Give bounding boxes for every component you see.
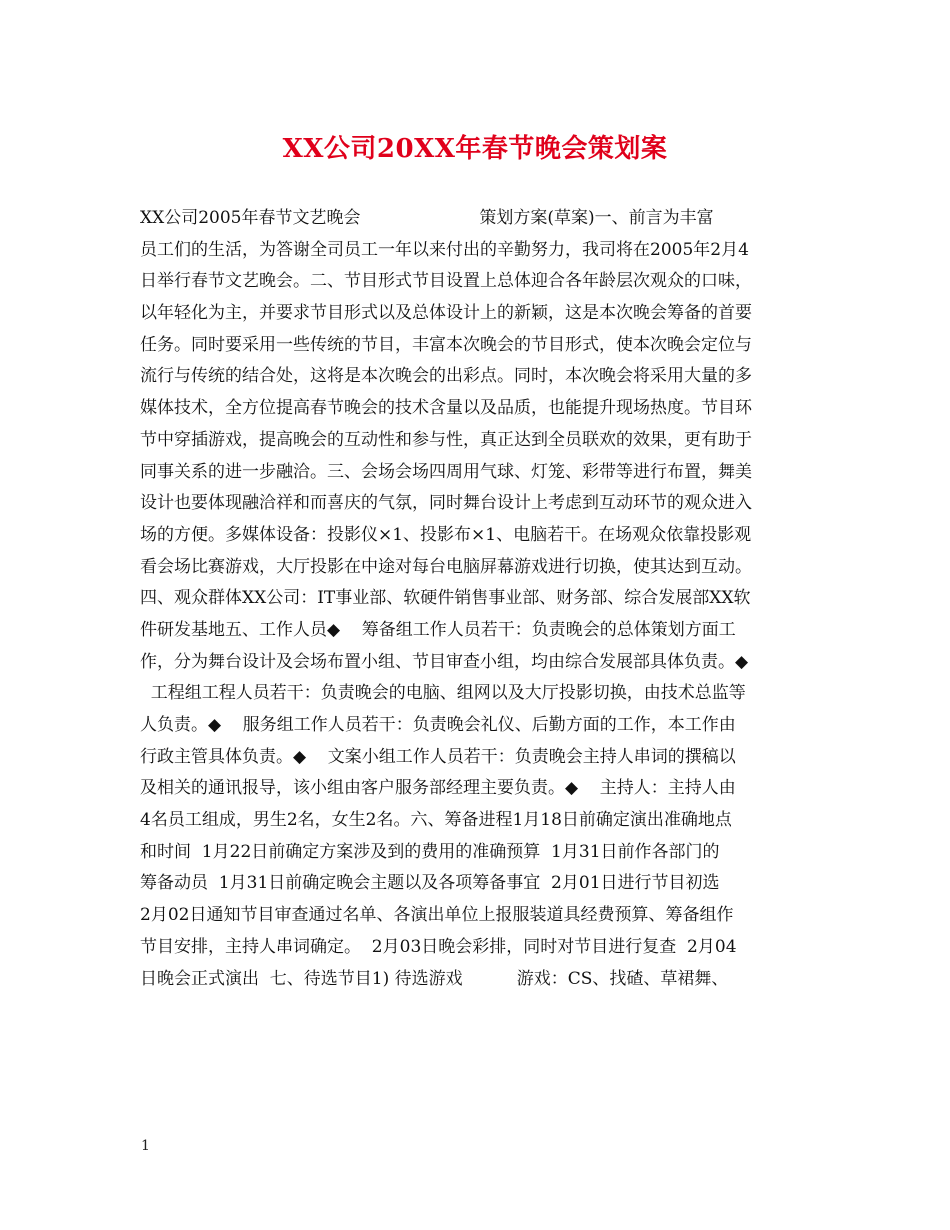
- body-line-19: 及相关的通讯报导，该小组由客户服务部经理主要负责。◆ 主持人：主持人由: [140, 778, 736, 799]
- body-line-1: XX公司2005年春节文艺晚会 策划方案(草案)一、前言为丰富: [140, 208, 714, 228]
- body-line-4: 以年轻化为主，并要求节目形式以及总体设计上的新颖，这是本次晚会筹备的首要: [140, 303, 752, 324]
- body-line-17: 人负责。◆ 服务组工作人员若干：负责晚会礼仪、后勤方面的工作，本工作由: [140, 715, 736, 735]
- document-title: XX公司20XX年春节晚会策划案: [282, 134, 668, 164]
- body-line-11: 场的方便。多媒体设备：投影仪×1、投影布×1、电脑若干。在场观众依靠投影观: [140, 524, 752, 545]
- body-line-8: 节中穿插游戏，提高晚会的互动性和参与性，真正达到全员联欢的效果，更有助于: [140, 429, 752, 450]
- body-line-21: 和时间 1月22日前确定方案涉及到的费用的准确预算 1月31日前作各部门的: [140, 841, 720, 862]
- body-line-9: 同事关系的进一步融洽。三、会场会场四周用气球、灯笼、彩带等进行布置，舞美: [140, 461, 752, 482]
- document-body: [140, 203, 812, 995]
- body-line-16: 工程组工程人员若干：负责晚会的电脑、组网以及大厅投影切换，由技术总监等: [140, 683, 746, 704]
- body-line-24: 节目安排，主持人串词确定。 2月03日晚会彩排，同时对节目进行复查 2月04: [140, 936, 737, 957]
- body-line-10: 设计也要体现融洽祥和而喜庆的气氛，同时舞台设计上考虑到互动环节的观众进入: [140, 493, 752, 514]
- body-line-7: 媒体技术，全方位提高春节晚会的技术含量以及品质，也能提升现场热度。节目环: [140, 398, 752, 419]
- body-line-6: 流行与传统的结合处，这将是本次晚会的出彩点。同时，本次晚会将采用大量的多: [140, 366, 752, 387]
- body-line-22: 筹备动员 1月31日前确定晚会主题以及各项筹备事宜 2月01日进行节目初选: [140, 873, 720, 894]
- body-line-25: 日晚会正式演出 七、待选节目1) 待选游戏 游戏：CS、找碴、草裙舞、: [140, 968, 729, 989]
- body-line-14: 件研发基地五、工作人员◆ 筹备组工作人员若干：负责晚会的总体策划方面工: [140, 619, 736, 640]
- body-line-5: 任务。同时要采用一些传统的节目，丰富本次晚会的节目形式，使本次晚会定位与: [140, 334, 752, 355]
- page-number: 1: [141, 1138, 150, 1154]
- body-line-3: 日举行春节文艺晚会。二、节目形式节目设置上总体迎合各年龄层次观众的口味，: [140, 271, 752, 292]
- body-line-15: 作，分为舞台设计及会场布置小组、节目审查小组，均由综合发展部具体负责。◆: [140, 651, 749, 672]
- body-line-23: 2月02日通知节目审查通过名单、各演出单位上报服装道具经费预算、筹备组作: [140, 905, 734, 926]
- body-line-13: 四、观众群体XX公司：IT事业部、软硬件销售事业部、财务部、综合发展部XX软: [140, 588, 751, 609]
- body-line-12: 看会场比赛游戏，大厅投影在中途对每台电脑屏幕游戏进行切换，使其达到互动。: [140, 556, 752, 577]
- body-line-20: 4名员工组成，男生2名，女生2名。六、筹备进程1月18日前确定演出准确地点: [140, 810, 732, 831]
- body-line-18: 行政主管具体负责。◆ 文案小组工作人员若干：负责晚会主持人串词的撰稿以: [140, 746, 736, 767]
- body-line-2: 员工们的生活，为答谢全司员工一年以来付出的辛勤努力，我司将在2005年2月4: [140, 239, 749, 260]
